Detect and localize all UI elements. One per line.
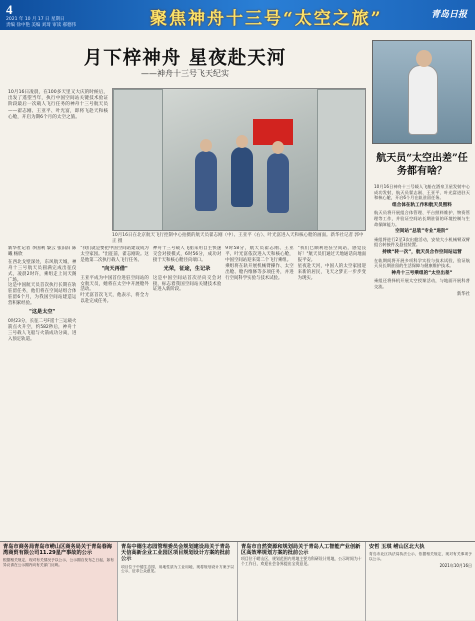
flag-image [253, 119, 293, 145]
paragraph: 航天员将开展组合体管理、平台照料维护、物资管理等工作，并验证空间站长期驻留的环境控制与生命保障能力。 [374, 210, 470, 227]
article-byline: 新华社记者 李国利 黎云 张汨汨 陈曦 杨欣 [8, 246, 77, 257]
sidebar-byline: 新华社 [456, 291, 470, 297]
section-subheading: "这是太空" [29, 309, 56, 316]
public-notice [0, 542, 118, 621]
article-body [8, 246, 366, 538]
sidebar-headline: 航天员“太空出差”任务都有啥？ [376, 153, 468, 177]
paragraph: 乘组还将择机开展太空授课活动，与地面开展科普交流。 [374, 278, 470, 289]
article-column [298, 246, 366, 538]
astronaut-figure [195, 151, 217, 211]
article-subhead: ——神舟十三号飞天纪实 [141, 69, 229, 78]
module-wall-left [113, 89, 163, 231]
article-column [225, 246, 293, 538]
sidebar-subheading: 神舟十三号乘组的“太空出差” [391, 270, 453, 276]
public-notice [238, 542, 366, 621]
notice-title: 青岛中德生态园管理委员会规划建设局关于青岛天信高新企业工业园区项目规划设计方案的批前公示 [121, 544, 230, 563]
sidebar-intro: 10月16日神舟十三号载人飞船在酒泉卫星发射中心成功发射，航天员翟志刚、王亚平、叶光富进驻天和核心舱，开启6个月在轨驻留任务。 [374, 184, 470, 201]
notice-date: 2021年10月16日 [439, 563, 472, 569]
paragraph: 星夜赴天河，中国人的太空家园迎来新的居民，飞天之梦正一步步变为现实。 [297, 263, 367, 281]
newspaper-logo: 青岛日报 [430, 10, 467, 20]
notice-body: 项目位于崂山区，规划范围内用地主要为科研设计用地，公示时间为十个工作日，欢迎社会各界提出宝贵意见。 [241, 556, 362, 567]
notice-body: 青岛市北区执法局执法公示，依据相关规定，现对有关事项予以公示。 [369, 552, 472, 561]
notice-title: 青岛市自然资源和规划局关于青岛人工智能产业创新区高效率规划方案的批前公示 [241, 544, 361, 557]
paragraph: 神舟十三号载人飞船采用自主快速交会对接模式，6时56分，成功对接于天和核心舱径向端口。 [152, 246, 222, 263]
paragraph: 乘组将进行2至3次出舱活动，安装大小机械臂双臂组合转接件及悬挂装置。 [374, 236, 470, 248]
paragraph: 在西北戈壁深处，东风航天城，神舟十三号航天员圆满完成出征仪式，凌晨2时许，乘组走上问天阁广场。 [8, 259, 77, 283]
edition-meta [6, 17, 76, 28]
section-title: 聚焦神舟十三号“太空之旅” [150, 9, 383, 29]
sidebar-subheading: 持续“转一次”，航天员合作空间站运营 [382, 249, 462, 255]
astronaut-photo [112, 88, 366, 231]
notice-title: 青岛市商务局青岛市崂山区商务局关于青岛春海湾商贸有限公司11.29星产事故的公示 [3, 544, 112, 557]
paragraph: 叶光富首次飞天，他表示，将全力以赴完成任务。 [80, 293, 149, 305]
page-header [0, 0, 475, 30]
sidebar-body [374, 184, 470, 538]
public-notice [366, 542, 475, 621]
notice-body: 项目位于中德生态园，用地性质为工业用地，现将规划设计方案予以公示，征求公众意见。 [121, 564, 234, 574]
article-column [80, 246, 148, 538]
paragraph: "我们就是要把中国空间站建设成为太空家园。"出征前，翟志刚说。这是他第二次执行载人飞行任务。 [80, 246, 149, 263]
paragraph: 9时58分，航天员翟志刚、王亚平、叶光富依次进入天和核心舱，中国空间站迎来第二个飞行乘组。 [225, 246, 294, 263]
module-wall-right [317, 89, 366, 231]
sidebar-photo [372, 40, 472, 144]
edition-date: 2021 年 10 月 17 日 星期日 [6, 17, 65, 22]
paragraph: 这是中国空间站首次径向交会对接，标志着我国空间站关键技术验证进入新阶段。 [152, 275, 222, 293]
article-column [8, 246, 76, 538]
paragraph: 在轨期间将开展多项科学实验与技术试验，验证航天员长期驻留的生活保障与健康维护技术。 [374, 257, 470, 269]
sidebar-article [372, 36, 472, 540]
astronaut-figure [408, 65, 438, 135]
sidebar-subheading: 空间站“总装”专业“进阶” [395, 229, 449, 235]
section-subheading: "向天再借" [101, 265, 128, 272]
public-notice [118, 542, 238, 621]
section-subheading: 光荣，征途，生记录 [163, 265, 211, 272]
notices-strip [0, 541, 475, 620]
notice-body: 根据相关规定，现对有关情况予以公示，公示期自发布之日起，如有异议请在公示期内向有关部门反映。 [3, 558, 114, 567]
photo-caption: 10月16日在北京航天飞行控制中心拍摄的航天员翟志刚（中）、王亚平（右）、叶光富进入天和核心舱的画面。新华社记者 郭中正 摄 [112, 233, 364, 244]
article-intro: 10月16日凌晨，在100多天里又大庆的时候后，出发了遥望当年，执行中国空间站关键技术验证阶段最后一次载人飞行任务的神舟十三号航天员——翟志刚、王亚平、叶光富，即将飞赴天和核心舱，开启为期6个月的太空之旅。 [8, 90, 108, 120]
paragraph: 乘组将在轨开展机械臂操作、太空出舱、舱内维修等多项任务，并进行空间科学实验与技术试验。 [225, 263, 294, 281]
paragraph: 这是中国航天员首次执行长期在轨驻留任务，他们将在空间站组合体驻留6个月，为我国空间站建造运营积累经验。 [8, 283, 77, 307]
astronaut-figure [231, 147, 253, 207]
article-headline: 月下梓神舟 星夜赴天河 [83, 48, 287, 69]
sidebar-subheading: 组合体在轨工作和航天员照料 [392, 202, 452, 208]
page-number: 4 [6, 2, 13, 17]
paragraph: 王亚平成为中国首位进驻空间站的女航天员，她将在太空中开展舱外活动。 [80, 275, 149, 293]
article-column [153, 246, 221, 538]
notice-title: 安哲 玉琪 崂山区北大执 [369, 544, 425, 550]
paragraph: "我们已顺利进驻空间站，感觉良好！"航天员们通过天地通话向地面报平安。 [297, 246, 367, 263]
paragraph: 0时23分，长征二号F遥十三运载火箭点火升空，约582秒后，神舟十三号载人飞船与火箭成功分离，进入预定轨道。 [8, 318, 77, 342]
edition-editors: 责编 徐中艳 美编 刘琦 审读 郝德伟 [6, 22, 77, 28]
astronaut-figure [267, 153, 289, 213]
